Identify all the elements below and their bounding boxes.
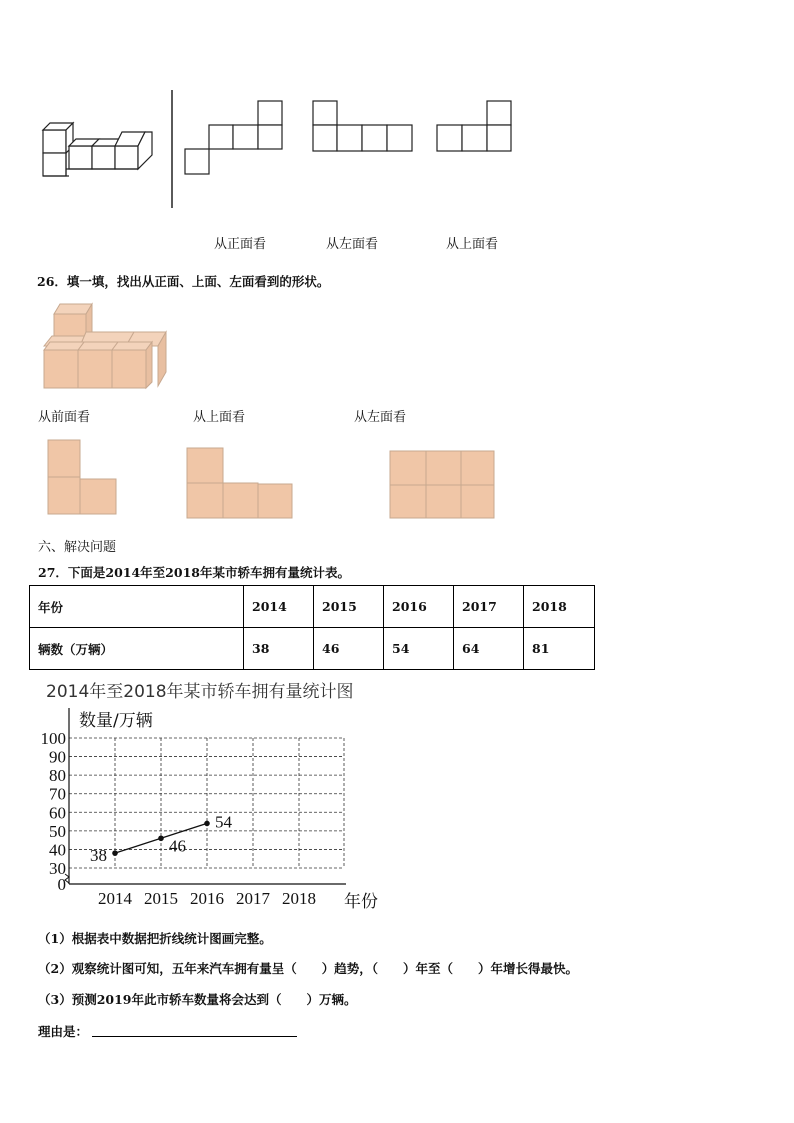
y-tick-label: 30 bbox=[49, 859, 66, 878]
data-label: 54 bbox=[215, 812, 232, 832]
left-view-grid bbox=[313, 101, 412, 151]
x-tick-label: 2015 bbox=[144, 889, 178, 908]
y-tick-label: 80 bbox=[49, 766, 66, 786]
y-tick-label: 100 bbox=[40, 729, 66, 748]
data-point bbox=[158, 835, 164, 841]
reason-label: 理由是： bbox=[38, 1024, 89, 1039]
table-cell: 64 bbox=[454, 628, 524, 670]
data-point bbox=[204, 821, 210, 827]
top-view-grid bbox=[437, 101, 511, 151]
x-tick-label: 2018 bbox=[282, 889, 316, 908]
y-tick-label: 60 bbox=[49, 803, 66, 823]
table-cell: 辆数（万辆） bbox=[30, 628, 244, 670]
table-cell: 38 bbox=[244, 628, 314, 670]
y-tick-label: 70 bbox=[49, 784, 66, 804]
stat-table bbox=[29, 585, 595, 670]
q26-answer-shapes bbox=[40, 436, 510, 526]
label-top-view: 从上面看 bbox=[446, 237, 499, 252]
x-axis-label: 年份 bbox=[344, 892, 378, 912]
table-header-cell: 2014 bbox=[244, 586, 314, 628]
q26-left-label: 从左面看 bbox=[354, 410, 407, 425]
data-label: 46 bbox=[169, 836, 186, 856]
y-axis-label: 数量/万辆 bbox=[79, 711, 153, 731]
q26-cube-figure bbox=[40, 298, 180, 393]
q26-top-label: 从上面看 bbox=[193, 410, 246, 425]
table-header-cell: 年份 bbox=[30, 586, 244, 628]
section-heading: 六、解决问题 bbox=[38, 540, 117, 555]
x-tick-label: 2017 bbox=[236, 889, 270, 908]
table-row bbox=[30, 586, 595, 628]
cube-stack-figure bbox=[43, 123, 152, 176]
table-header-cell: 2016 bbox=[384, 586, 454, 628]
q27-sub1: （1）根据表中数据把折线统计图画完整。 bbox=[38, 931, 272, 946]
table-cell: 46 bbox=[314, 628, 384, 670]
q27-title: 27．下面是2014年至2018年某市轿车拥有量统计表。 bbox=[38, 565, 350, 580]
table-header-cell: 2017 bbox=[454, 586, 524, 628]
y-tick-label: 90 bbox=[49, 747, 66, 767]
x-tick-label: 2016 bbox=[190, 889, 224, 908]
q26-title: 26．填一填，找出从正面、上面、左面看到的形状。 bbox=[37, 274, 330, 289]
front-view-grid bbox=[185, 101, 282, 174]
table-header-cell: 2018 bbox=[524, 586, 595, 628]
q27-sub3: （3）预测2019年此市轿车数量将会达到（ ）万辆。 bbox=[38, 992, 357, 1007]
y-tick-label: 0 bbox=[57, 875, 66, 894]
data-point bbox=[112, 850, 118, 856]
label-left-view: 从左面看 bbox=[326, 237, 379, 252]
line-chart bbox=[0, 700, 420, 915]
q27-sub2: （2）观察统计图可知，五年来汽车拥有量呈（ ）趋势，（ ）年至（ ）年增长得最快。 bbox=[38, 961, 578, 976]
table-row bbox=[30, 628, 595, 670]
q25-figures bbox=[0, 80, 794, 220]
table-cell: 54 bbox=[384, 628, 454, 670]
chart-title: 2014年至2018年某市轿车拥有量统计图 bbox=[46, 682, 354, 702]
x-tick-label: 2014 bbox=[98, 889, 132, 908]
answer-blank-line[interactable] bbox=[92, 1022, 297, 1037]
y-tick-label: 40 bbox=[49, 840, 66, 860]
data-label: 38 bbox=[90, 846, 107, 866]
table-header-cell: 2015 bbox=[314, 586, 384, 628]
label-front-view: 从正面看 bbox=[214, 237, 267, 252]
table-cell: 81 bbox=[524, 628, 595, 670]
y-tick-label: 50 bbox=[49, 821, 66, 841]
q26-front-label: 从前面看 bbox=[38, 410, 91, 425]
